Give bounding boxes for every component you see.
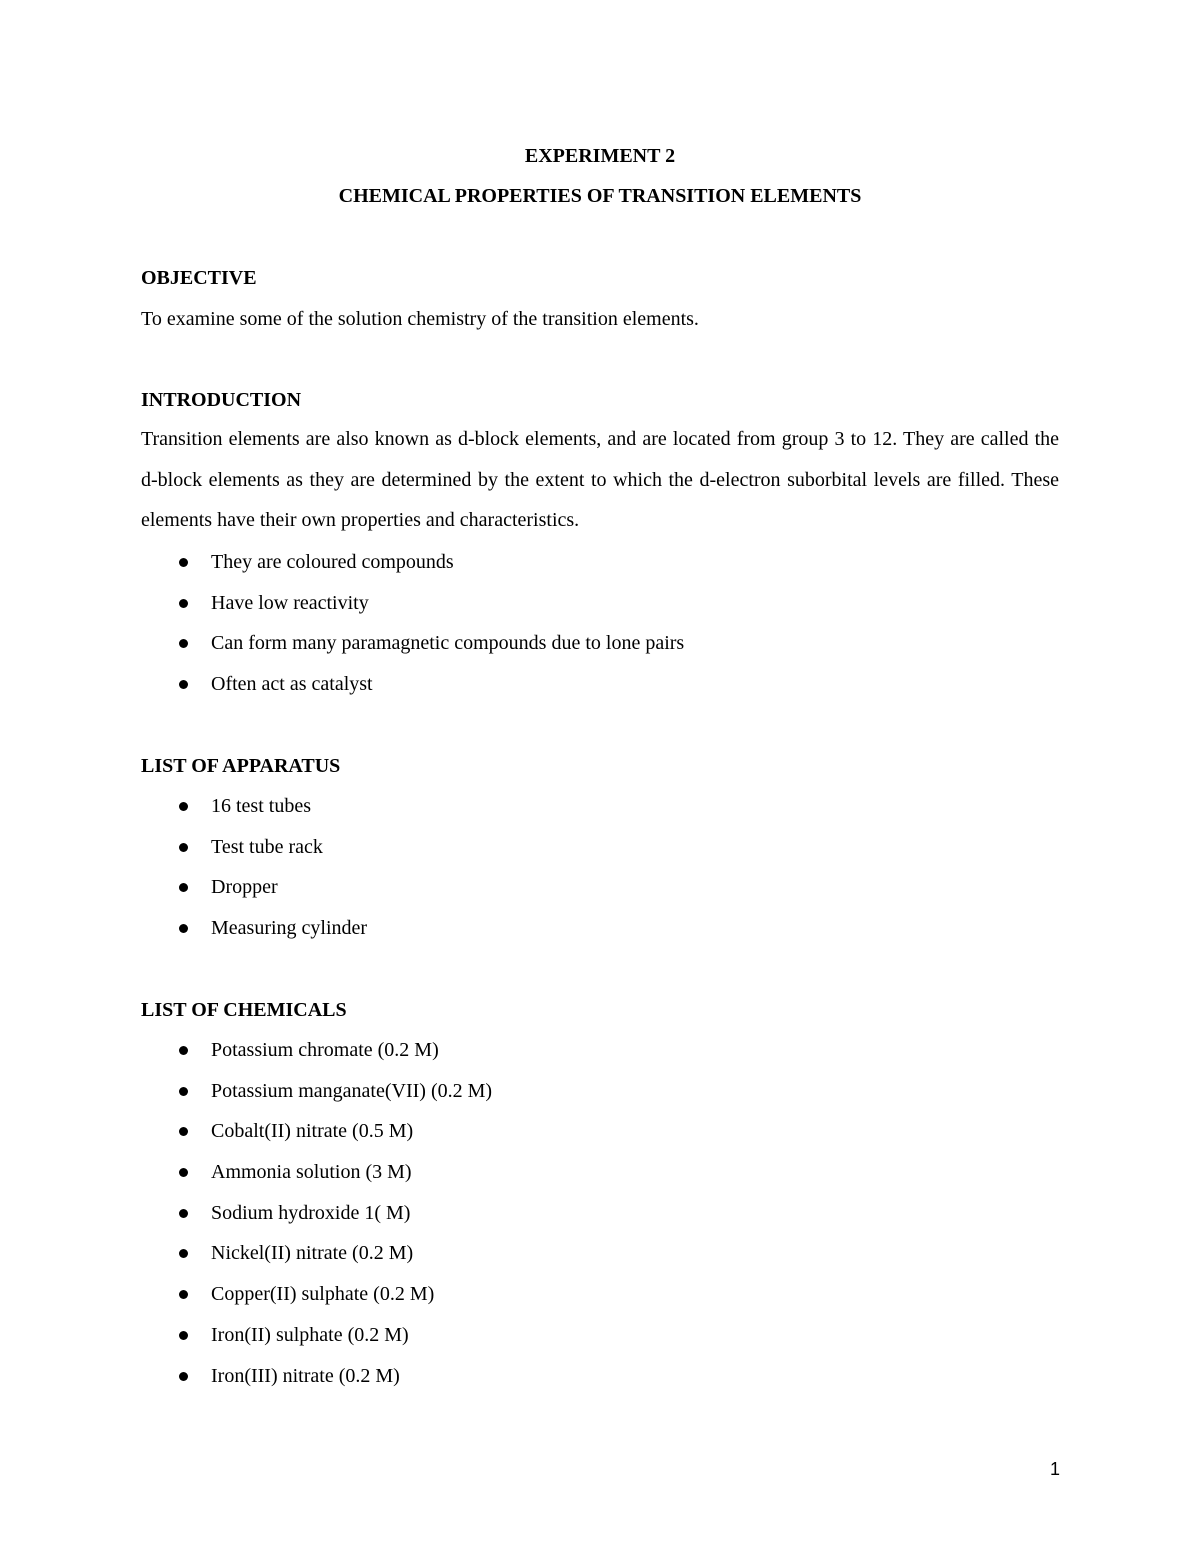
bullet-icon <box>179 1168 188 1177</box>
list-item <box>141 542 684 583</box>
bullet-icon <box>179 1209 188 1218</box>
list-item <box>141 583 684 624</box>
bullet-icon <box>179 639 188 648</box>
document-subtitle: CHEMICAL PROPERTIES OF TRANSITION ELEMENTS <box>338 185 862 207</box>
chemicals-list <box>141 1030 492 1396</box>
list-item-text: Have low reactivity <box>211 591 369 614</box>
list-item <box>141 664 684 705</box>
list-item <box>141 1315 492 1356</box>
bullet-icon <box>179 1372 188 1381</box>
list-item <box>141 1111 492 1152</box>
introduction-text: Transition elements are also known as d-block elements, and are located from group 3 to 12. They are called the d-block elements as they are determined by the extent to which the d-electron suborbital levels are filled. These elements have their own properties and characteristics. <box>141 428 1059 532</box>
bullet-icon <box>179 558 188 567</box>
bullet-icon <box>179 680 188 689</box>
list-item-text: Nickel(II) nitrate (0.2 M) <box>211 1242 414 1265</box>
document-title: EXPERIMENT 2 <box>524 145 676 167</box>
objective-text: To examine some of the solution chemistry of the transition elements. <box>141 308 699 330</box>
list-item-text: Sodium hydroxide 1( M) <box>211 1201 411 1224</box>
list-item <box>141 786 367 827</box>
chemicals-heading: LIST OF CHEMICALS <box>141 999 347 1021</box>
bullet-icon <box>179 1046 188 1055</box>
bullet-icon <box>179 1087 188 1096</box>
introduction-heading: INTRODUCTION <box>141 389 302 411</box>
list-item-text: Can form many paramagnetic compounds due to lone pairs <box>211 632 685 655</box>
list-item-text: Measuring cylinder <box>211 917 368 940</box>
list-item-text: Cobalt(II) nitrate (0.5 M) <box>211 1120 414 1143</box>
list-item-text: Dropper <box>211 876 278 899</box>
bullet-icon <box>179 843 188 852</box>
objective-heading: OBJECTIVE <box>141 267 257 289</box>
list-item-text: 16 test tubes <box>211 795 311 817</box>
bullet-icon <box>179 883 188 892</box>
bullet-icon <box>179 1290 188 1299</box>
list-item <box>141 1193 492 1234</box>
list-item <box>141 1274 492 1315</box>
list-item-text: Often act as catalyst <box>211 673 373 696</box>
list-item-text: Potassium manganate(VII) (0.2 M) <box>211 1079 493 1102</box>
apparatus-list <box>141 786 367 949</box>
list-item <box>141 1152 492 1193</box>
list-item <box>141 1356 492 1397</box>
bullet-icon <box>179 1127 188 1136</box>
list-item-text: Test tube rack <box>211 835 323 858</box>
list-item-text: They are coloured compounds <box>211 551 454 573</box>
list-item-text: Ammonia solution (3 M) <box>211 1161 412 1184</box>
bullet-icon <box>179 1331 188 1340</box>
list-item-text: Iron(II) sulphate (0.2 M) <box>211 1323 409 1346</box>
list-item <box>141 623 684 664</box>
list-item <box>141 867 367 908</box>
list-item <box>141 1030 492 1071</box>
list-item-text: Iron(III) nitrate (0.2 M) <box>211 1364 400 1387</box>
list-item <box>141 827 367 868</box>
bullet-icon <box>179 599 188 608</box>
bullet-icon <box>179 1249 188 1258</box>
list-item <box>141 1233 492 1274</box>
bullet-icon <box>179 924 188 933</box>
page-number: 1 <box>1049 1459 1060 1479</box>
list-item <box>141 1071 492 1112</box>
bullet-icon <box>179 802 188 811</box>
introduction-bullet-list <box>141 542 684 705</box>
list-item-text: Potassium chromate (0.2 M) <box>211 1039 439 1061</box>
list-item-text: Copper(II) sulphate (0.2 M) <box>211 1283 435 1306</box>
apparatus-heading: LIST OF APPARATUS <box>141 755 341 777</box>
list-item <box>141 908 367 949</box>
